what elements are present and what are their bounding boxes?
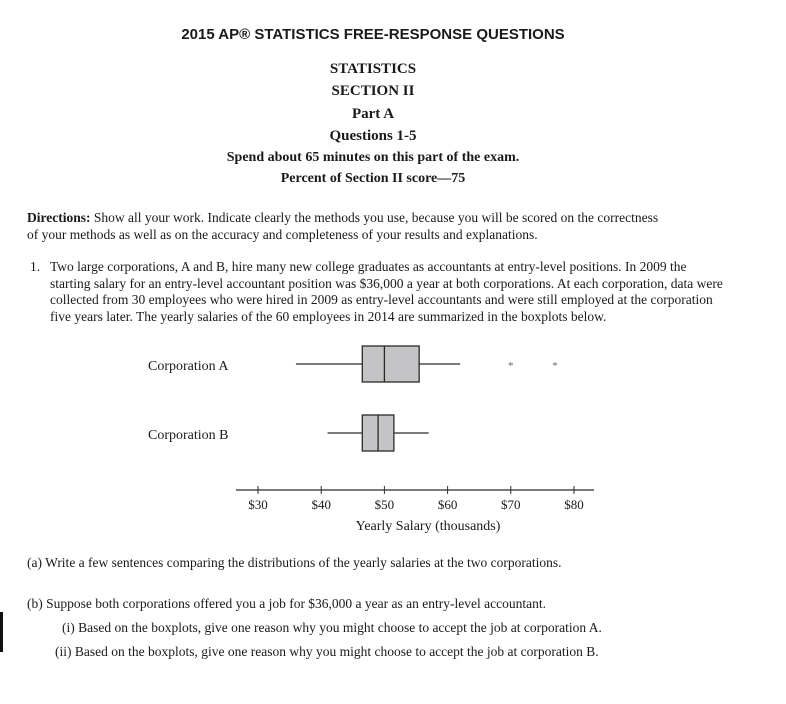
corporation-a-label: Corporation A <box>148 359 229 374</box>
section-subject: STATISTICS <box>329 61 417 77</box>
part-b-ii-prompt: (ii) Based on the boxplots, give one reason why you might choose to accept the job at corporation B. <box>55 644 599 659</box>
corp-a-outlier-2: * <box>552 360 558 372</box>
x-tick-label-50: $50 <box>374 497 395 512</box>
x-axis <box>236 486 594 512</box>
x-tick-label-70: $70 <box>501 497 521 512</box>
directions-label: Directions: <box>27 210 91 225</box>
question-text: Two large corporations, A and B, hire many new college graduates as accountants at entry-level positions. In 2009 the starting salary for an entry-level accountant position was $36,000 a year at both corporations. At each corporation, data were collected from 30 employees who were hired in 2009 as entry-level accountants and were still employed at the corporation five years later. The yearly salaries of the 60 employees in 2014 are summarized in the boxplots below. <box>50 259 723 324</box>
section-part: Part A <box>351 106 395 122</box>
part-a-prompt: (a) Write a few sentences comparing the distributions of the yearly salaries at the two corporations. <box>27 555 562 570</box>
section-questions: Questions 1-5 <box>329 128 417 144</box>
margin-mark <box>0 612 3 652</box>
part-b-i-prompt: (i) Based on the boxplots, give one reason why you might choose to accept the job at corporation A. <box>62 620 602 635</box>
corporation-b-label: Corporation B <box>148 428 229 443</box>
x-tick-label-30: $30 <box>248 497 268 512</box>
corp-a-box <box>362 346 419 382</box>
part-b-prompt: (b) Suppose both corporations offered you a job for $36,000 a year as an entry-level accountant. <box>27 596 546 611</box>
x-tick-label-40: $40 <box>311 497 331 512</box>
section-number: SECTION II <box>331 83 415 99</box>
directions-block <box>27 209 667 243</box>
section-time: Spend about 65 minutes on this part of the exam. <box>226 150 520 165</box>
boxplot-layer <box>296 346 558 451</box>
directions-text: Show all your work. Indicate clearly the methods you use, because you will be scored on the correctness of your methods as well as on the accuracy and completeness of your results and explanations. <box>27 210 659 242</box>
question-number: 1. <box>30 259 41 274</box>
corp-a-outlier-1: * <box>508 360 514 372</box>
x-tick-label-80: $80 <box>564 497 584 512</box>
exam-header-title: 2015 AP® STATISTICS FREE-RESPONSE QUESTIONS <box>181 26 565 43</box>
x-tick-label-60: $60 <box>437 497 458 512</box>
x-axis-label: Yearly Salary (thousands) <box>355 519 501 534</box>
boxplot-chart <box>0 340 786 540</box>
section-percent: Percent of Section II score—75 <box>280 171 466 186</box>
